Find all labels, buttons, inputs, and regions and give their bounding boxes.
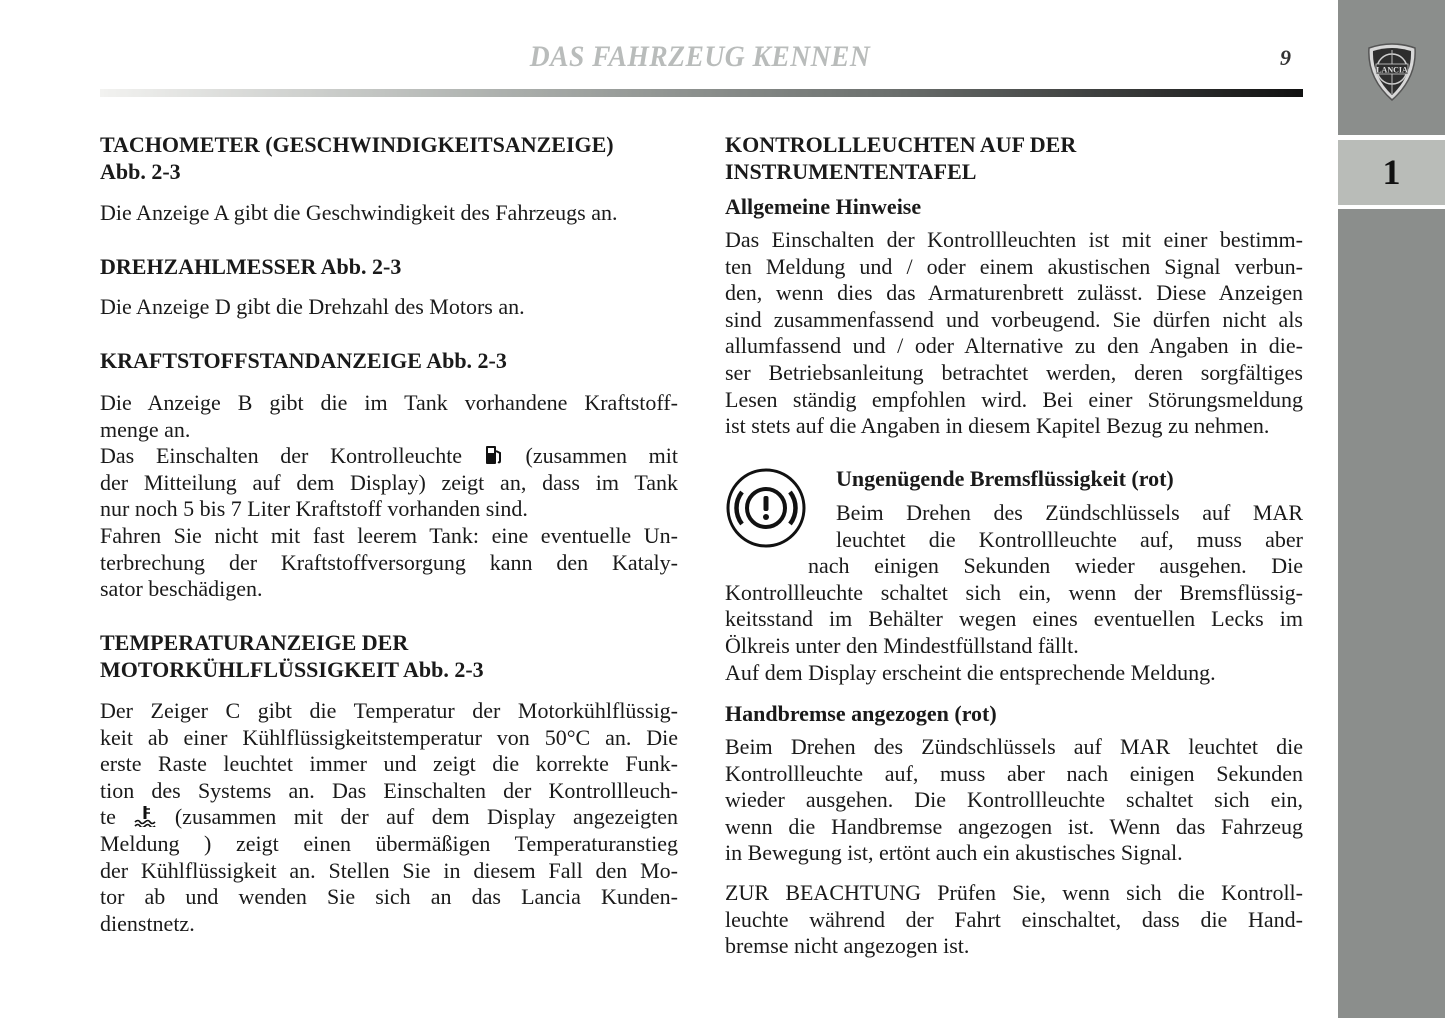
text-segment: te <box>100 804 116 830</box>
text-line: KRAFTSTOFFSTANDANZEIGE Abb. 2-3 <box>100 348 507 373</box>
body-text <box>725 227 1303 440</box>
section-heading <box>100 348 678 375</box>
text-line: Abb. 2-3 <box>100 158 181 184</box>
text-line: Beim Drehen des Zündschlüssels auf MAR <box>836 500 1303 525</box>
text-segment: Das Einschalten der Kontrolleuchte <box>100 443 463 469</box>
text-line: der Kühlflüssigkeit an. Stellen Sie in diesem Fall den Mo- <box>100 857 678 883</box>
header-gradient-rule <box>100 89 1303 97</box>
text-line: Ungenügende Bremsflüssigkeit (rot) <box>836 466 1174 491</box>
section-heading <box>100 132 678 185</box>
body-text <box>100 200 678 227</box>
text-line <box>100 443 678 470</box>
lancia-logo <box>1365 42 1419 102</box>
text-line: erste Raste leuchtet immer und zeigt die korrekte Funk- <box>100 751 678 777</box>
text-line: menge an. <box>100 416 191 442</box>
section-heading <box>725 194 1303 221</box>
text-line: nur noch 5 bis 7 Liter Kraftstoff vorhanden sind. <box>100 496 528 522</box>
text-segment: (zusammen mit der auf dem Display angezeigten <box>174 804 679 830</box>
text-line: sind zusammenfassend und vorbeugend. Sie dürfen nicht als <box>725 306 1303 332</box>
text-line: DREHZAHLMESSER Abb. 2-3 <box>100 254 402 279</box>
text-line: keitsstand im Behälter wegen eines eventuellen Lecks im <box>725 606 1303 632</box>
text-line: Die Anzeige D gibt die Drehzahl des Motors an. <box>100 294 525 319</box>
text-line: Kontrollleuchte auf, muss aber nach einigen Sekunden <box>725 760 1303 786</box>
text-line: Der Zeiger C gibt die Temperatur der Motorkühlflüssig- <box>100 698 678 723</box>
body-text <box>725 880 1303 960</box>
chapter-sidebar <box>1338 0 1445 1018</box>
text-line: tion des Systems an. Das Einschalten der Kontrollleuch- <box>100 777 678 803</box>
divider <box>1338 205 1445 209</box>
text-line: Allgemeine Hinweise <box>725 194 922 219</box>
text-line: Das Einschalten der Kontrollleuchten ist mit einer bestimm- <box>725 227 1303 252</box>
text-line: leuchtet die Kontrollleuchte auf, muss aber <box>836 526 1303 552</box>
svg-text:LANCIA: LANCIA <box>1376 65 1408 75</box>
text-line: ser Betriebsanleitung betrachtet werden, deren sorgfältiges <box>725 359 1303 385</box>
text-line: ZUR BEACHTUNG Prüfen Sie, wenn sich die Kontroll- <box>725 880 1303 905</box>
text-line: TEMPERATURANZEIGE DER <box>100 630 409 655</box>
section-heading <box>725 132 1303 185</box>
text-line: KONTROLLLEUCHTEN AUF DER <box>725 132 1077 157</box>
text-line: Meldung ) zeigt einen übermäßigen Temperaturanstieg <box>100 830 678 856</box>
text-line: wieder ausgehen. Die Kontrollleuchte schaltet sich ein, <box>725 787 1303 813</box>
chapter-tab[interactable]: 1 <box>1338 140 1445 205</box>
body-text <box>725 734 1303 867</box>
text-line: Ölkreis unter den Mindestfüllstand fällt. <box>725 632 1079 658</box>
text-line: in Bewegung ist, ertönt auch ein akustisches Signal. <box>725 840 1183 866</box>
text-segment: (zusammen mit <box>525 443 679 469</box>
fuel-pump-icon <box>484 444 504 473</box>
running-title: DAS FAHRZEUG KENNEN <box>529 40 871 73</box>
text-line: allumfassend und / oder Alternative zu den Angaben in die- <box>725 333 1303 359</box>
page-number: 9 <box>1280 45 1291 70</box>
text-line: bremse nicht angezogen ist. <box>725 933 970 959</box>
text-line: Handbremse angezogen (rot) <box>725 701 997 726</box>
text-line: Lesen ständig empfohlen wird. Bei einer Störungsmeldung <box>725 386 1303 412</box>
text-line: leuchte während der Fahrt einschaltet, dass die Hand- <box>725 906 1303 932</box>
section-heading <box>725 466 1303 493</box>
brake-warning-icon <box>725 467 807 549</box>
text-line: Beim Drehen des Zündschlüssels auf MAR leuchtet die <box>725 734 1303 759</box>
text-line: Die Anzeige A gibt die Geschwindigkeit des Fahrzeugs an. <box>100 200 618 225</box>
body-text <box>100 294 678 321</box>
text-line: sator beschädigen. <box>100 576 263 602</box>
text-line: den, wenn dies das Armaturenbrett zulässt. Diese Anzeigen <box>725 280 1303 306</box>
text-line: wenn die Handbremse angezogen ist. Wenn das Fahrzeug <box>725 813 1303 839</box>
text-line: tor ab und wenden Sie sich an das Lancia Kunden- <box>100 884 678 910</box>
text-line: keit ab einer Kühlflüssigkeitstemperatur von 50°C an. Die <box>100 724 678 750</box>
text-line: Fahren Sie nicht mit fast leerem Tank: eine eventuelle Un- <box>100 522 678 548</box>
text-line <box>100 804 678 831</box>
coolant-temperature-icon <box>133 805 157 834</box>
section-heading <box>100 630 678 683</box>
section-heading <box>100 254 678 281</box>
body-text <box>725 500 1303 686</box>
text-line: TACHOMETER (GESCHWINDIGKEITSANZEIGE) <box>100 132 614 157</box>
section-heading <box>725 701 1303 728</box>
text-line: Kontrollleuchte schaltet sich ein, wenn der Bremsflüssig- <box>725 579 1303 605</box>
text-line: ist stets auf die Angaben in diesem Kapitel Bezug zu nehmen. <box>725 413 1270 439</box>
text-line: MOTORKÜHLFLÜSSIGKEIT Abb. 2-3 <box>100 656 484 682</box>
text-line: Die Anzeige B gibt die im Tank vorhandene Kraftstoff- <box>100 390 678 415</box>
text-line: nach einigen Sekunden wieder ausgehen. Die <box>808 553 1303 579</box>
text-line: der Mitteilung auf dem Display) zeigt an, dass im Tank <box>100 469 678 495</box>
body-text <box>100 390 678 603</box>
text-line: dienstnetz. <box>100 910 195 936</box>
text-line: INSTRUMENTENTAFEL <box>725 158 977 184</box>
text-line: Auf dem Display erscheint die entsprechende Meldung. <box>725 659 1216 685</box>
body-text <box>100 698 678 937</box>
text-line: terbrechung der Kraftstoffversorgung kann den Kataly- <box>100 549 678 575</box>
text-line: ten Meldung und / oder einem akustischen Signal verbun- <box>725 253 1303 279</box>
